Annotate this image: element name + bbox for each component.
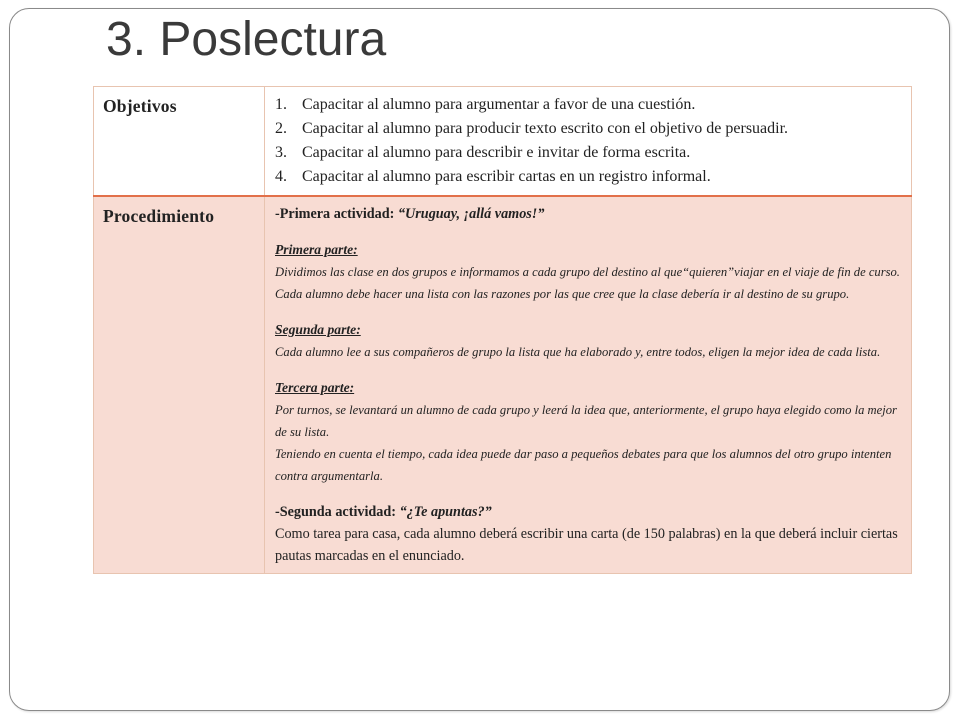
objetivo-item [275,117,903,141]
spacer [275,487,903,501]
actividad-2-title: “¿Te apuntas?” [399,504,492,520]
objetivos-list [275,93,903,189]
actividad-2-prefix: - [275,504,280,520]
parte-1-heading: Primera parte: [275,242,358,257]
objetivos-row [94,87,912,197]
lesson-table [93,86,912,574]
spacer [275,363,903,377]
objetivo-item [275,141,903,165]
parte-1-text: Dividimos las clase en dos grupos e informamos a cada grupo del destino al que“quieren”viajar en el viaje de fin de curso. Cada alumno debe hacer una lista con las razones por las que cree que la clase debería ir al destino de su grupo. [275,265,900,301]
actividad-2-label: Segunda actividad: [279,504,400,520]
procedimiento-row [94,196,912,574]
objetivo-text: Capacitar al alumno para producir texto escrito con el objetivo de persuadir. [302,120,789,137]
objetivos-content [265,87,912,197]
objetivo-item [275,165,903,189]
objetivo-number: 4. [275,168,287,185]
objetivo-text: Capacitar al alumno para argumentar a favor de una cuestión. [302,96,696,113]
objetivo-text: Capacitar al alumno para escribir cartas en un registro informal. [302,168,711,185]
spacer [275,305,903,319]
objetivo-number: 3. [275,144,287,161]
parte-3-heading: Tercera parte: [275,380,355,395]
slide-title: 3. Poslectura [106,13,387,66]
actividad-1-prefix: - [275,206,280,222]
actividad-1-label: Primera actividad: [279,206,398,222]
objetivos-label: Objetivos [94,87,265,197]
parte-2-text: Cada alumno lee a sus compañeros de grupo la lista que ha elaborado y, entre todos, eligen la mejor idea de cada lista. [275,345,881,359]
spacer [275,225,903,239]
actividad-2-text: Como tarea para casa, cada alumno deberá escribir una carta (de 150 palabras) en la que deberá incluir ciertas pautas marcadas en el enunciado. [275,526,898,564]
actividad-2-heading [275,501,903,523]
parte-3-text-1: Por turnos, se levantará un alumno de cada grupo y leerá la idea que, anteriormente, el grupo haya elegido como la mejor de su lista. [275,403,897,439]
objetivo-text: Capacitar al alumno para describir e invitar de forma escrita. [302,144,691,161]
parte-3-text-2: Teniendo en cuenta el tiempo, cada idea puede dar paso a pequeños debates para que los alumnos del otro grupo intenten contra argumentarla. [275,447,892,483]
parte-2-heading: Segunda parte: [275,322,361,337]
actividad-1-title: “Uruguay, ¡allá vamos!” [397,206,545,222]
objetivo-number: 1. [275,96,287,113]
procedimiento-label: Procedimiento [94,196,265,574]
objetivo-item [275,93,903,117]
procedimiento-content [265,196,912,574]
actividad-1-heading [275,203,903,225]
objetivo-number: 2. [275,120,287,137]
